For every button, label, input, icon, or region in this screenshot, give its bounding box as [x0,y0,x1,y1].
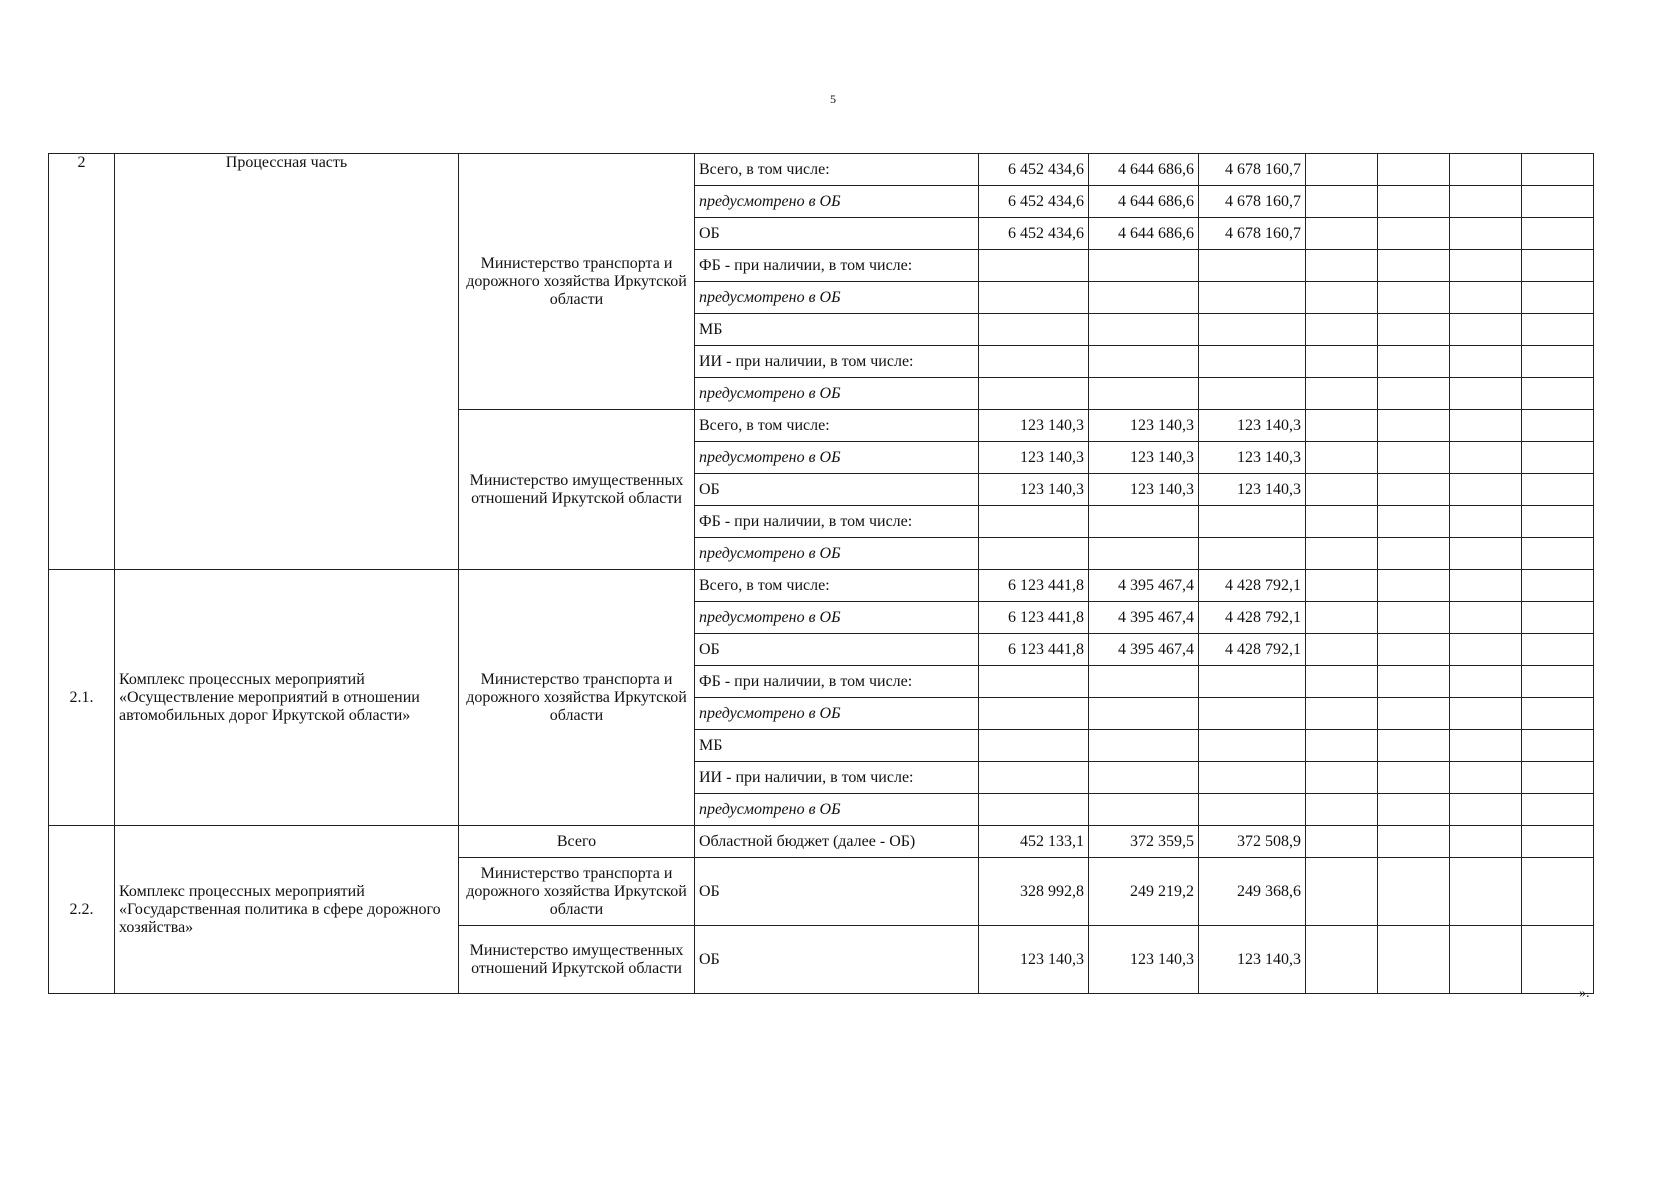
empty-cell [1522,762,1594,794]
amount-cell [1199,378,1306,410]
empty-cell [1378,666,1450,698]
amount-cell: 123 140,3 [979,410,1089,442]
empty-cell [1306,858,1378,926]
amount-cell: 6 452 434,6 [979,186,1089,218]
amount-cell [1199,506,1306,538]
empty-cell [1450,250,1522,282]
empty-cell [1450,378,1522,410]
empty-cell [1378,794,1450,826]
amount-cell: 372 359,5 [1089,826,1199,858]
table-row [49,826,1594,858]
amount-cell: 123 140,3 [1089,442,1199,474]
empty-cell [1306,794,1378,826]
amount-cell: 4 428 792,1 [1199,634,1306,666]
amount-cell: 123 140,3 [1089,926,1199,994]
empty-cell [1378,250,1450,282]
empty-cell [1522,154,1594,186]
funding-source-label: ФБ - при наличии, в том числе: [695,506,979,538]
empty-cell [1306,698,1378,730]
table-body [49,154,1594,994]
amount-cell [1089,250,1199,282]
empty-cell [1522,538,1594,570]
amount-cell [1199,346,1306,378]
empty-cell [1450,538,1522,570]
empty-cell [1522,858,1594,926]
funding-source-label: ИИ - при наличии, в том числе: [695,346,979,378]
closing-quote: ». [1579,986,1590,1001]
funding-source-label: предусмотрено в ОБ [695,602,979,634]
empty-cell [1306,218,1378,250]
amount-cell [1199,282,1306,314]
empty-cell [1450,410,1522,442]
empty-cell [1306,442,1378,474]
empty-cell [1522,282,1594,314]
empty-cell [1522,378,1594,410]
empty-cell [1378,282,1450,314]
amount-cell: 372 508,9 [1199,826,1306,858]
empty-cell [1378,762,1450,794]
amount-cell: 123 140,3 [1089,474,1199,506]
amount-cell: 6 452 434,6 [979,154,1089,186]
amount-cell [1199,762,1306,794]
empty-cell [1450,826,1522,858]
amount-cell [1199,730,1306,762]
amount-cell [1199,250,1306,282]
amount-cell: 328 992,8 [979,858,1089,926]
amount-cell: 4 678 160,7 [1199,218,1306,250]
amount-cell [979,538,1089,570]
empty-cell [1450,666,1522,698]
empty-cell [1450,506,1522,538]
amount-cell: 4 644 686,6 [1089,218,1199,250]
section-number: 2.1. [49,570,115,826]
amount-cell [1089,282,1199,314]
amount-cell [1199,794,1306,826]
amount-cell [979,250,1089,282]
section-number: 2 [49,154,115,570]
empty-cell [1450,282,1522,314]
empty-cell [1522,926,1594,994]
funding-source-label: предусмотрено в ОБ [695,186,979,218]
amount-cell: 123 140,3 [1199,474,1306,506]
amount-cell: 4 428 792,1 [1199,602,1306,634]
amount-cell: 4 395 467,4 [1089,602,1199,634]
empty-cell [1306,570,1378,602]
amount-cell [1089,698,1199,730]
funding-source-label: ОБ [695,634,979,666]
funding-source-label: предусмотрено в ОБ [695,538,979,570]
empty-cell [1522,602,1594,634]
empty-cell [1450,218,1522,250]
funding-source-label: Всего, в том числе: [695,154,979,186]
funding-source-label: предусмотрено в ОБ [695,794,979,826]
empty-cell [1522,570,1594,602]
amount-cell [979,506,1089,538]
amount-cell [1199,666,1306,698]
empty-cell [1450,698,1522,730]
amount-cell: 6 452 434,6 [979,218,1089,250]
section-name: Комплекс процессных мероприятий «Государственная политика в сфере дорожного хозяйства» [115,826,459,994]
funding-source-label: предусмотрено в ОБ [695,442,979,474]
budget-table [48,153,1594,994]
empty-cell [1306,282,1378,314]
empty-cell [1306,602,1378,634]
section-number: 2.2. [49,826,115,994]
empty-cell [1378,410,1450,442]
funding-source-label: Всего, в том числе: [695,570,979,602]
empty-cell [1450,186,1522,218]
amount-cell: 4 678 160,7 [1199,154,1306,186]
empty-cell [1450,858,1522,926]
amount-cell [979,314,1089,346]
amount-cell: 6 123 441,8 [979,602,1089,634]
section-name: Комплекс процессных мероприятий «Осуществление мероприятий в отношении автомобильных дорог Иркутской области» [115,570,459,826]
empty-cell [1378,186,1450,218]
amount-cell [1089,730,1199,762]
amount-cell: 123 140,3 [1089,410,1199,442]
amount-cell: 6 123 441,8 [979,634,1089,666]
empty-cell [1378,378,1450,410]
responsible-agency: Министерство имущественных отношений Иркутской области [459,410,695,570]
empty-cell [1522,314,1594,346]
amount-cell: 123 140,3 [1199,442,1306,474]
amount-cell: 4 644 686,6 [1089,186,1199,218]
amount-cell [1199,314,1306,346]
responsible-agency: Министерство транспорта и дорожного хозяйства Иркутской области [459,570,695,826]
empty-cell [1378,474,1450,506]
empty-cell [1450,730,1522,762]
amount-cell [979,282,1089,314]
empty-cell [1522,506,1594,538]
empty-cell [1378,154,1450,186]
funding-source-label: МБ [695,730,979,762]
funding-source-label: предусмотрено в ОБ [695,378,979,410]
empty-cell [1450,442,1522,474]
funding-source-label: ОБ [695,858,979,926]
empty-cell [1450,346,1522,378]
amount-cell [1199,538,1306,570]
responsible-agency: Всего [459,826,695,858]
amount-cell: 249 368,6 [1199,858,1306,926]
table-row [49,570,1594,602]
amount-cell [1089,762,1199,794]
empty-cell [1522,826,1594,858]
empty-cell [1378,570,1450,602]
empty-cell [1306,250,1378,282]
empty-cell [1306,186,1378,218]
funding-source-label: Всего, в том числе: [695,410,979,442]
amount-cell [1089,538,1199,570]
amount-cell [1089,346,1199,378]
amount-cell [979,346,1089,378]
empty-cell [1306,506,1378,538]
amount-cell [979,666,1089,698]
empty-cell [1522,794,1594,826]
empty-cell [1450,154,1522,186]
responsible-agency: Министерство транспорта и дорожного хозяйства Иркутской области [459,154,695,410]
amount-cell: 123 140,3 [979,474,1089,506]
amount-cell [979,762,1089,794]
empty-cell [1306,346,1378,378]
empty-cell [1450,314,1522,346]
empty-cell [1522,730,1594,762]
amount-cell [979,794,1089,826]
amount-cell: 6 123 441,8 [979,570,1089,602]
amount-cell [979,730,1089,762]
amount-cell [1089,794,1199,826]
funding-source-label: ОБ [695,926,979,994]
amount-cell: 123 140,3 [979,926,1089,994]
amount-cell: 4 428 792,1 [1199,570,1306,602]
empty-cell [1450,634,1522,666]
empty-cell [1306,314,1378,346]
empty-cell [1306,762,1378,794]
amount-cell [1089,378,1199,410]
empty-cell [1306,826,1378,858]
amount-cell [1089,506,1199,538]
amount-cell: 123 140,3 [1199,410,1306,442]
empty-cell [1522,474,1594,506]
empty-cell [1522,346,1594,378]
empty-cell [1378,314,1450,346]
empty-cell [1306,730,1378,762]
section-name: Процессная часть [115,154,459,570]
amount-cell: 4 644 686,6 [1089,154,1199,186]
empty-cell [1378,538,1450,570]
amount-cell: 123 140,3 [979,442,1089,474]
empty-cell [1522,186,1594,218]
empty-cell [1306,926,1378,994]
amount-cell [1089,666,1199,698]
empty-cell [1378,442,1450,474]
empty-cell [1378,730,1450,762]
empty-cell [1522,250,1594,282]
amount-cell [1089,314,1199,346]
empty-cell [1306,474,1378,506]
empty-cell [1522,410,1594,442]
amount-cell: 4 395 467,4 [1089,634,1199,666]
empty-cell [1450,474,1522,506]
empty-cell [1522,218,1594,250]
funding-source-label: предусмотрено в ОБ [695,698,979,730]
empty-cell [1522,442,1594,474]
amount-cell: 249 219,2 [1089,858,1199,926]
empty-cell [1378,634,1450,666]
responsible-agency: Министерство транспорта и дорожного хозяйства Иркутской области [459,858,695,926]
empty-cell [1306,538,1378,570]
empty-cell [1378,926,1450,994]
empty-cell [1306,666,1378,698]
empty-cell [1450,794,1522,826]
amount-cell: 4 678 160,7 [1199,186,1306,218]
empty-cell [1306,154,1378,186]
amount-cell [1199,698,1306,730]
empty-cell [1378,218,1450,250]
amount-cell: 4 395 467,4 [1089,570,1199,602]
responsible-agency: Министерство имущественных отношений Иркутской области [459,926,695,994]
funding-source-label: ФБ - при наличии, в том числе: [695,250,979,282]
funding-source-label: ОБ [695,218,979,250]
empty-cell [1306,378,1378,410]
empty-cell [1378,602,1450,634]
empty-cell [1450,602,1522,634]
funding-source-label: МБ [695,314,979,346]
table-row [49,154,1594,186]
funding-source-label: предусмотрено в ОБ [695,282,979,314]
amount-cell: 123 140,3 [1199,926,1306,994]
page-number: 5 [830,92,836,106]
empty-cell [1306,634,1378,666]
empty-cell [1522,698,1594,730]
empty-cell [1306,410,1378,442]
funding-source-label: ОБ [695,474,979,506]
empty-cell [1378,826,1450,858]
empty-cell [1378,698,1450,730]
empty-cell [1450,762,1522,794]
amount-cell [979,698,1089,730]
amount-cell: 452 133,1 [979,826,1089,858]
funding-source-label: ФБ - при наличии, в том числе: [695,666,979,698]
empty-cell [1378,858,1450,926]
funding-source-label: Областной бюджет (далее - ОБ) [695,826,979,858]
funding-source-label: ИИ - при наличии, в том числе: [695,762,979,794]
empty-cell [1378,346,1450,378]
empty-cell [1450,926,1522,994]
empty-cell [1450,570,1522,602]
empty-cell [1522,666,1594,698]
empty-cell [1522,634,1594,666]
amount-cell [979,378,1089,410]
empty-cell [1378,506,1450,538]
